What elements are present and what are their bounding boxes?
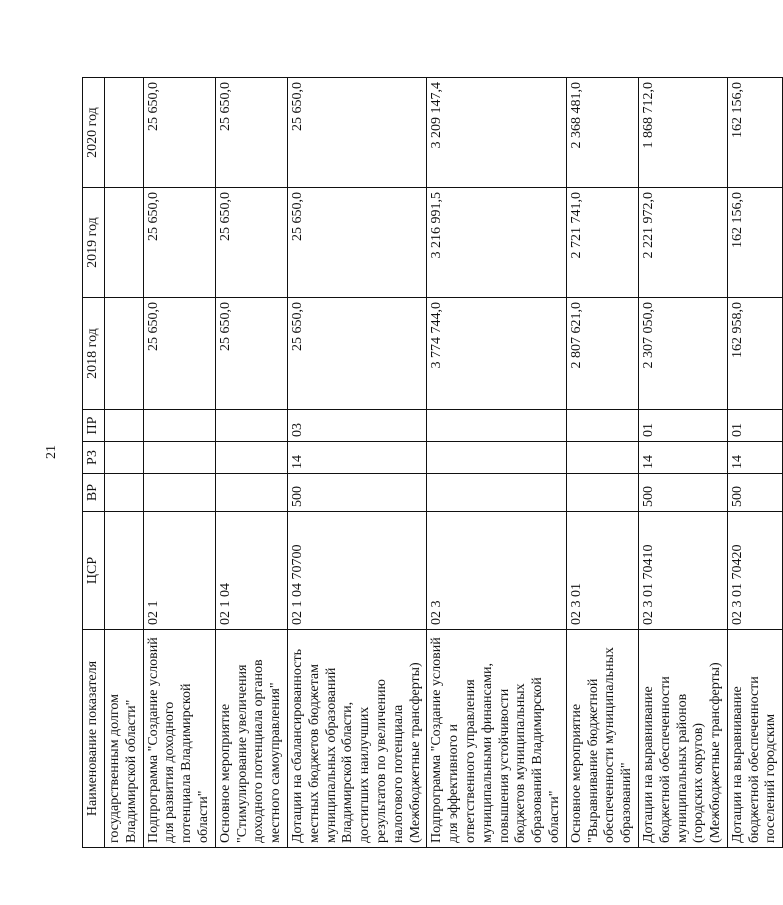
cell-2019 [105, 188, 144, 298]
table-row [215, 78, 287, 848]
cell-name: Дотации на сбалансированность местных бюджетов бюджетам муниципальных образований Владимирской области, достигших наилучших результатов по увеличению налогового потенциала (Межбюджетные трансферты) [287, 630, 426, 848]
cell-csr: 02 1 [143, 512, 215, 630]
cell-vr: 500 [638, 474, 727, 512]
cell-2020: 162 156,0 [727, 78, 782, 188]
cell-rz [566, 442, 638, 474]
table-wrapper [82, 78, 779, 848]
budget-table [82, 77, 783, 848]
cell-2020 [105, 78, 144, 188]
header-rz: РЗ [83, 442, 105, 474]
page-number: 21 [44, 445, 59, 459]
cell-2019: 2 721 741,0 [566, 188, 638, 298]
cell-2019: 25 650,0 [215, 188, 287, 298]
cell-rz [143, 442, 215, 474]
cell-name: Подпрограмма "Создание условий для развития доходного потенциала Владимирской области" [143, 630, 215, 848]
cell-vr [566, 474, 638, 512]
cell-vr [215, 474, 287, 512]
table-row [143, 78, 215, 848]
cell-name: государственным долгом Владимирской области" [105, 630, 144, 848]
cell-name: Основное мероприятие "Стимулирование увеличения доходного потенциала органов местного самоуправления" [215, 630, 287, 848]
cell-rz [427, 442, 566, 474]
cell-2018: 2 307 050,0 [638, 298, 727, 410]
table-row [427, 78, 566, 848]
cell-vr [105, 474, 144, 512]
table-row [638, 78, 727, 848]
cell-2018 [105, 298, 144, 410]
cell-2019: 2 221 972,0 [638, 188, 727, 298]
cell-csr [105, 512, 144, 630]
cell-2019: 162 156,0 [727, 188, 782, 298]
cell-name: Дотации на выравнивание бюджетной обеспеченности муниципальных районов (городских округов) (Межбюджетные трансферты) [638, 630, 727, 848]
cell-pr: 03 [287, 410, 426, 442]
cell-name: Дотации на выравнивание бюджетной обеспеченности поселений городским [727, 630, 782, 848]
cell-csr: 02 3 01 70410 [638, 512, 727, 630]
cell-2018: 3 774 744,0 [427, 298, 566, 410]
table-row [287, 78, 426, 848]
cell-2019: 25 650,0 [287, 188, 426, 298]
cell-pr [143, 410, 215, 442]
cell-name: Подпрограмма "Создание условий для эффективного и ответственного управления муниципальными финансами, повышения устойчивости бюджетов муниципальных образований Владимирской области" [427, 630, 566, 848]
cell-2019: 25 650,0 [143, 188, 215, 298]
cell-rz: 14 [638, 442, 727, 474]
cell-pr [566, 410, 638, 442]
header-vr: ВР [83, 474, 105, 512]
cell-csr: 02 3 01 70420 [727, 512, 782, 630]
cell-2018: 162 958,0 [727, 298, 782, 410]
header-csr: ЦСР [83, 512, 105, 630]
cell-csr: 02 3 [427, 512, 566, 630]
cell-2018: 25 650,0 [143, 298, 215, 410]
cell-pr [215, 410, 287, 442]
table-row [566, 78, 638, 848]
table-row [105, 78, 144, 848]
cell-csr: 02 1 04 [215, 512, 287, 630]
cell-vr: 500 [287, 474, 426, 512]
cell-pr [427, 410, 566, 442]
cell-pr: 01 [727, 410, 782, 442]
table-row [727, 78, 782, 848]
header-2018: 2018 год [83, 298, 105, 410]
cell-rz: 14 [287, 442, 426, 474]
cell-vr: 500 [727, 474, 782, 512]
cell-2020: 2 368 481,0 [566, 78, 638, 188]
cell-2020: 3 209 147,4 [427, 78, 566, 188]
cell-2018: 25 650,0 [215, 298, 287, 410]
header-2019: 2019 год [83, 188, 105, 298]
cell-csr: 02 1 04 70700 [287, 512, 426, 630]
cell-rz: 14 [727, 442, 782, 474]
cell-2018: 2 807 621,0 [566, 298, 638, 410]
header-row [83, 78, 105, 848]
cell-2020: 25 650,0 [143, 78, 215, 188]
cell-rz [105, 442, 144, 474]
cell-vr [143, 474, 215, 512]
cell-2020: 25 650,0 [287, 78, 426, 188]
cell-csr: 02 3 01 [566, 512, 638, 630]
cell-name: Основное мероприятие "Выравнивание бюджетной обеспеченности муниципальных образований" [566, 630, 638, 848]
cell-vr [427, 474, 566, 512]
rotated-table-container [82, 78, 779, 848]
cell-2018: 25 650,0 [287, 298, 426, 410]
header-2020: 2020 год [83, 78, 105, 188]
cell-pr: 01 [638, 410, 727, 442]
header-pr: ПР [83, 410, 105, 442]
cell-2019: 3 216 991,5 [427, 188, 566, 298]
cell-pr [105, 410, 144, 442]
cell-rz [215, 442, 287, 474]
cell-2020: 25 650,0 [215, 78, 287, 188]
header-name: Наименование показателя [83, 630, 105, 848]
cell-2020: 1 868 712,0 [638, 78, 727, 188]
